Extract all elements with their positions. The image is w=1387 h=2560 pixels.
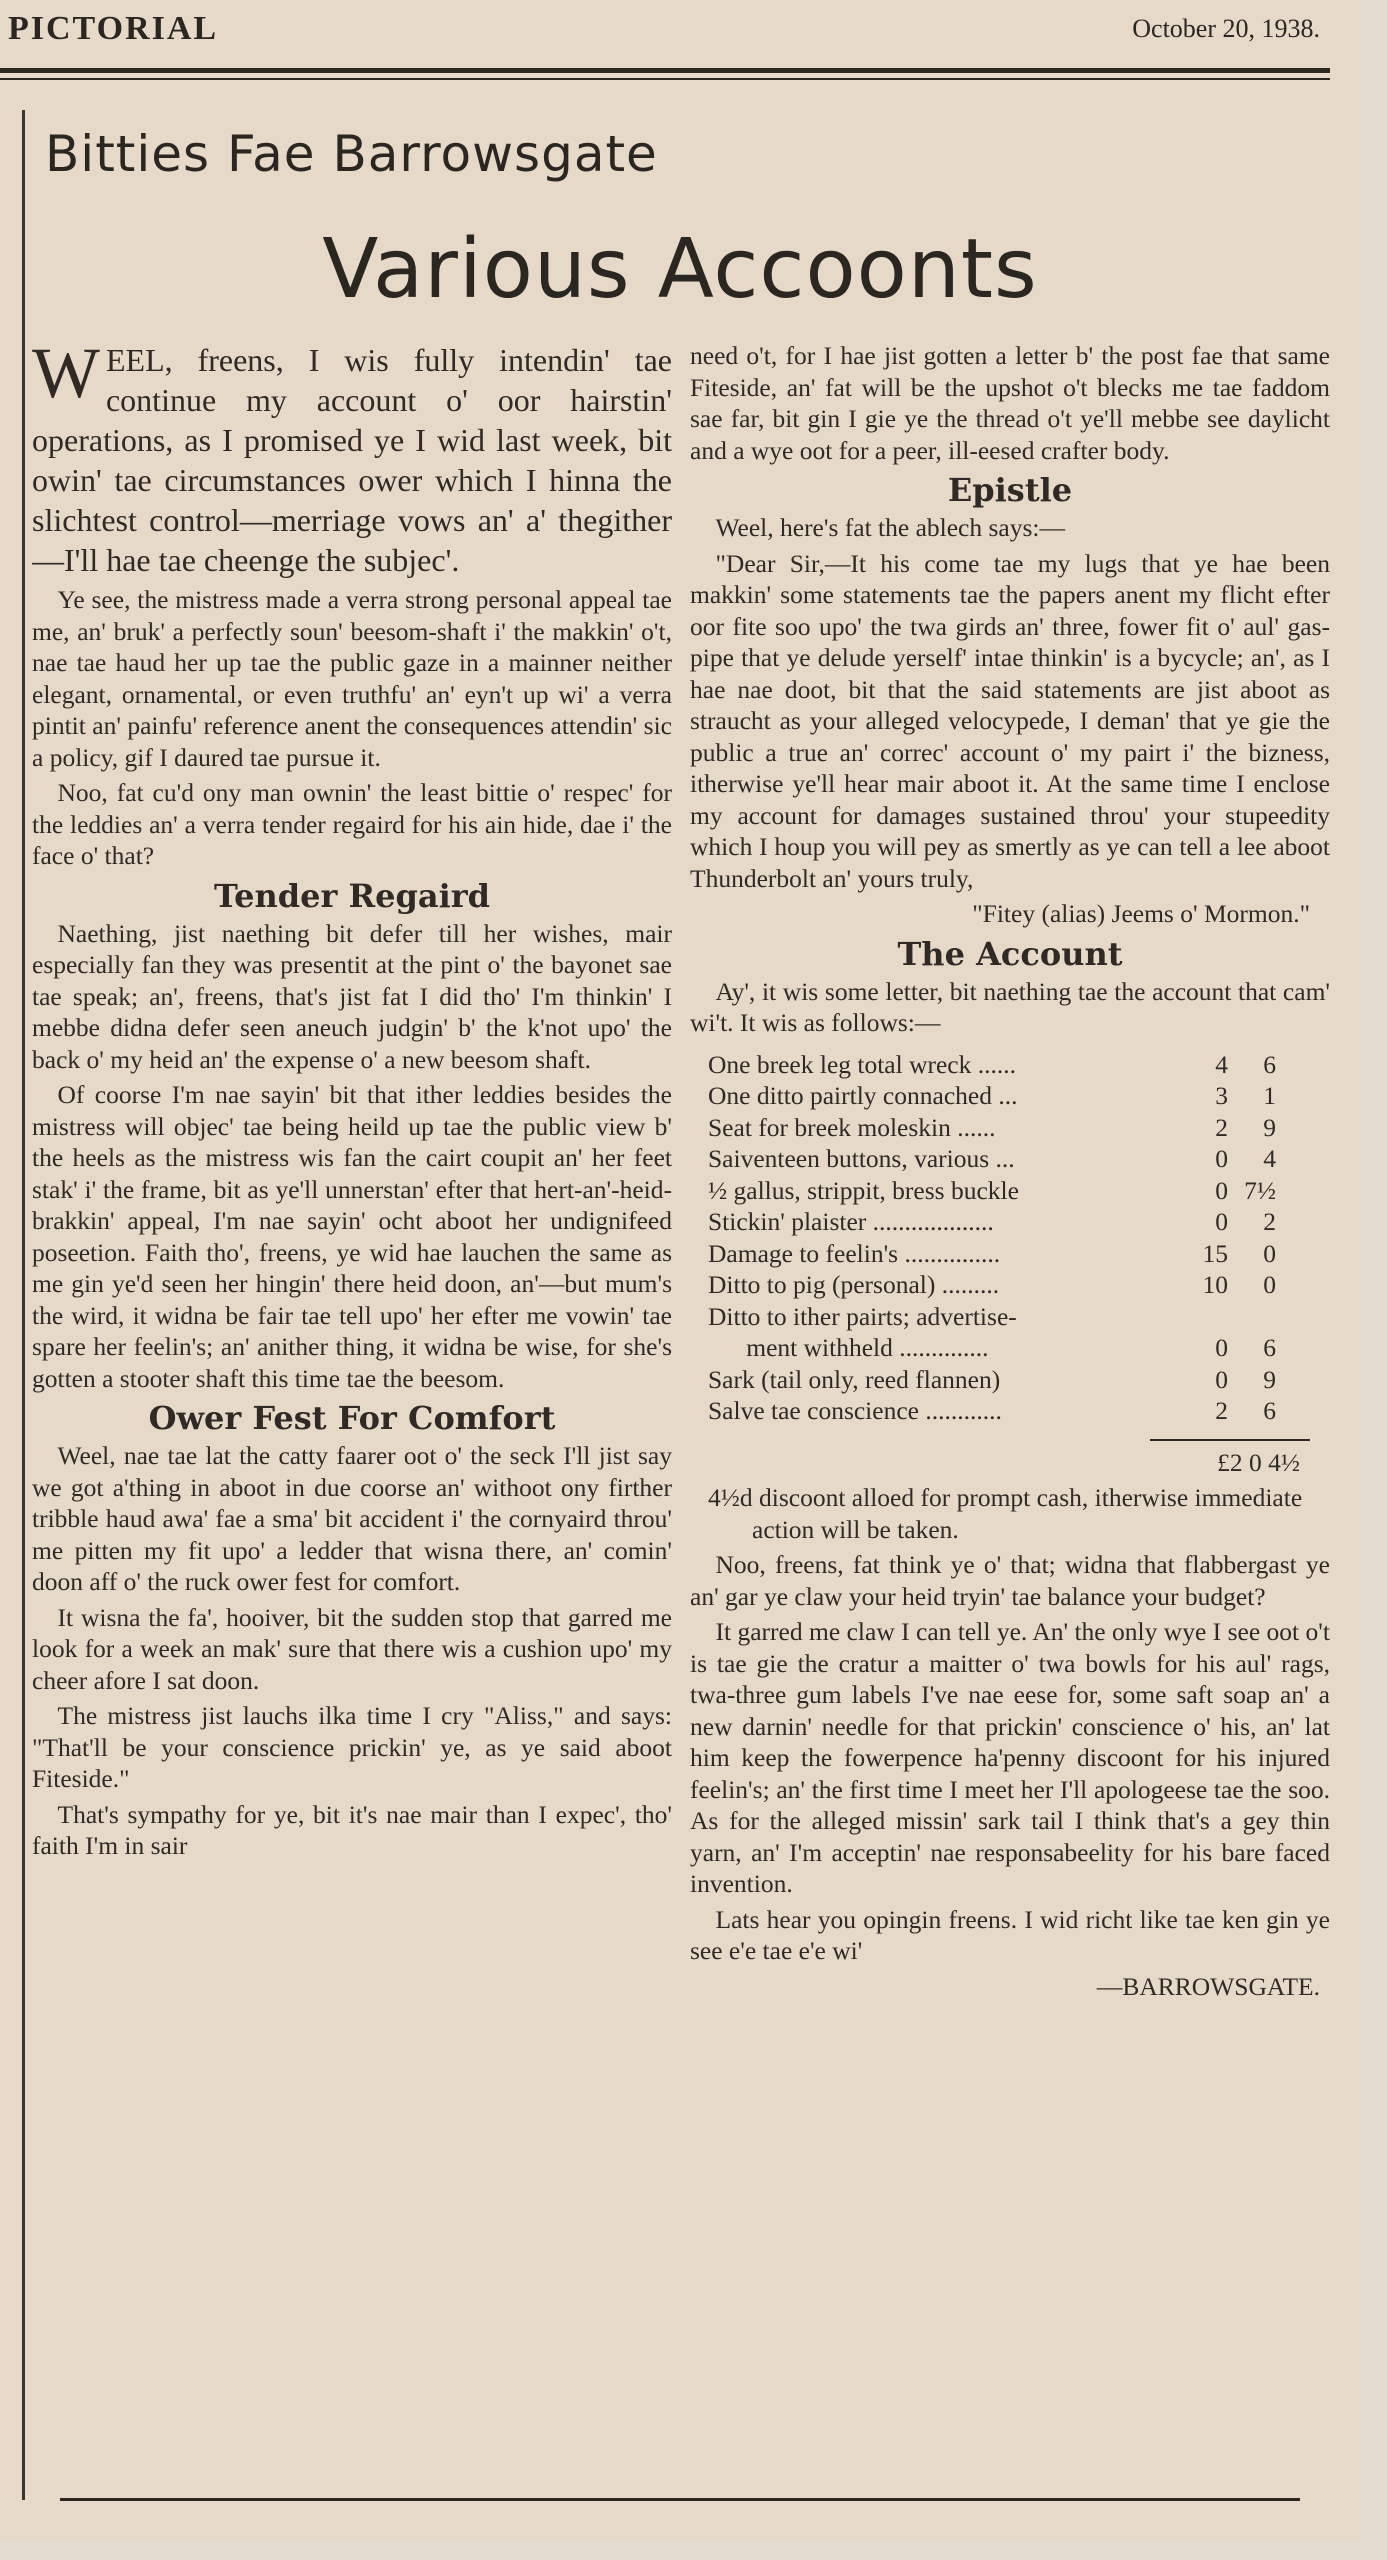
account-shillings: 4 [1215,1049,1228,1079]
account-pence: 2 [1263,1207,1276,1236]
account-pence: 7½ [1244,1175,1276,1205]
left-column [32,340,672,2490]
paragraph: Weel, here's fat the ablech says:— [715,513,1065,542]
account-pence: 0 [1263,1270,1276,1299]
issue-date: October 20, 1938. [1132,14,1320,43]
subheading-epistle: Epistle [947,471,1073,509]
account-row [708,1269,1276,1301]
account-item: Stickin' plaister ................... [708,1207,994,1236]
account-shillings: 10 [1202,1270,1228,1299]
subheading-ower-fest: Ower Fest For Comfort [148,1399,556,1437]
account-pence: 4 [1263,1144,1276,1173]
account-row [708,1143,1276,1175]
account-row [708,1175,1276,1207]
column-kicker: Bitties Fae Barrowsgate [45,125,658,183]
account-row [708,1395,1276,1427]
account-row [708,1049,1276,1081]
paragraph: Noo, fat cu'd ony man ownin' the least bittie o' respec' for the leddies an' a verra tender regaird for his ain hide, dae i' the face o' that? [32,778,672,870]
paragraph: Lats hear you opingin freens. I wid richt like tae ken gin ye see e'e tae e'e wi' [690,1904,1330,1965]
account-item: Saiventeen buttons, various ... [708,1144,1015,1173]
account-item: Ditto to pig (personal) ......... [708,1270,1000,1299]
discount-note: 4½d discoont alloed for prompt cash, itherwise immediate action will be taken. [708,1483,1303,1544]
account-shillings [1178,1301,1228,1333]
subheading-the-account: The Account [897,934,1123,973]
paragraph: It wisna the fa', hooiver, bit the sudden stop that garred me look for a week an mak' sure that there wis a cushion upo' my cheer afore I sat doon. [32,1602,672,1695]
account-shillings: 2 [1215,1112,1228,1142]
account-row [708,1080,1276,1112]
account-row [708,1301,1276,1333]
account-row [708,1112,1276,1144]
subheading-tender-regaird: Tender Regaird [214,876,490,915]
account-row [708,1238,1276,1270]
right-column [690,340,1330,2490]
account-pence: 0 [1263,1238,1276,1268]
paragraph: Weel, nae tae lat the catty faarer oot o' the seck I'll jist say we got a'thing in aboot in due coorse an' withoot ony firther tribble haud awa' fae a sma' bit accident i' the cornyaird throu' me pitten my fit upo' a ledder that wisna there, an' comin' doon aff o' the ruck ower fest for comfort. [32,1441,672,1596]
account-item: Ditto to ither pairts; advertise- [708,1301,1017,1331]
account-table [708,1049,1276,1427]
top-rule-thick [0,68,1330,73]
paragraph: It garred me claw I can tell ye. An' the only wye I see oot o't is tae gie the cratur a maitter o' twa bowls for his aul' rags, twa-three gum labels I've nae eese for, some saft soap an' a new darnin' needle for that prickin' conscience o' his, an' lat him keep the fowerpence ha'penny discoont for his injured feelin's; an' the first time I meet her I'll apologeese tae the soo. As for the alleged missin' sark tail I think that's a gey thin yarn, an' I'm acceptin' nae responsabeelity for his bare faced invention. [690,1617,1330,1898]
paragraph: The mistress jist lauchs ilka time I cry "Aliss," and says: "That'll be your conscience prickin' ye, as ye said aboot Fiteside." [32,1701,672,1793]
account-shillings: 0 [1215,1333,1228,1362]
account-shillings: 3 [1215,1081,1228,1110]
account-row [708,1364,1276,1396]
account-shillings: 15 [1202,1238,1228,1268]
letter-signature: "Fitey (alias) Jeems o' Mormon." [972,899,1310,928]
paragraph: Of coorse I'm nae sayin' bit that ither leddies besides the mistress will objec' tae being heild up tae the public view b' the heels as the mistress wis fan the cairt coupit an' her feet stak' i' the frame, bit as ye'll unnerstan' efter that hert-an'-heid-brakkin' appeal, I'm nae sayin' ocht aboot her undignifeed poseetion. Faith tho', freens, ye wid hae lauchen the same as me gin ye'd seen her hingin' there heid doon, an'—but mum's the wird, it widna be fair tae tell upo' her efter me vowin' tae spare her feelin's; an' anither thing, it widna be wise, for she's gotten a stooter shaft this time tae the beesom. [32,1080,672,1393]
account-pence: 9 [1263,1364,1276,1394]
account-total: £2 0 4½ [1217,1447,1300,1477]
account-item: One ditto pairtly connached ... [708,1081,1018,1110]
account-pence: 6 [1263,1396,1276,1425]
lead-text: EEL, freens, I wis fully intendin' tae continue my account o' oor hairstin' operations, as I promised ye I wid last week, bit owin' tae circumstances ower which I hinna the slichtest control—merriage vows an' a' thegither—I'll hae tae cheenge the subjec'. [32,342,672,578]
account-row [708,1206,1276,1238]
account-row [708,1332,1276,1364]
account-shillings: 0 [1215,1207,1228,1236]
account-shillings: 0 [1215,1144,1228,1173]
headline: Various Accoonts [322,222,1038,317]
account-shillings: 0 [1215,1364,1228,1394]
paragraph: Ay', it wis some letter, bit naething tae the account that cam' wi't. It wis as follows:— [690,976,1330,1037]
paragraph: That's sympathy for ye, bit it's nae mair than I expec', tho' faith I'm in sair [32,1799,672,1860]
top-rule-thin [0,78,1330,80]
total-rule [1150,1439,1310,1441]
account-pence: 6 [1263,1333,1276,1362]
drop-cap: W [32,340,100,413]
account-item: Damage to feelin's ............... [708,1238,1001,1268]
masthead [0,0,1340,62]
author-signoff: —BARROWSGATE. [1096,1971,1320,2001]
bottom-rule [60,2498,1300,2501]
paragraph: Noo, freens, fat think ye o' that; widna that flabbergast ye an' gar ye claw your heid tryin' tae balance your budget? [690,1550,1330,1611]
account-pence: 1 [1263,1081,1276,1110]
lead-paragraph [32,340,672,580]
paragraph: need o't, for I hae jist gotten a letter b' the post fae that same Fiteside, an' fat will be the upshot o't blecks me tae faddom sae far, bit gin I gie ye the thread o't ye'll mebbe see daylicht and a wye oot for a peer, ill-eesed crafter body. [690,341,1330,465]
account-item: Seat for breek moleskin ...... [708,1112,996,1142]
paragraph: Naething, jist naething bit defer till her wishes, mair especially fan they was presentit at the pint o' the bayonet sae tae speak; an', freens, that's jist fat I did tho' I'm thinkin' I mebbe didna defer seen aneuch judgin' b' the k'not upo' the back o' my heid an' the expense o' a new beesom shaft. [32,918,672,1074]
account-item: One breek leg total wreck ...... [708,1049,1017,1079]
account-pence [1228,1301,1276,1333]
account-item: Salve tae conscience ............ [708,1396,1002,1425]
left-column-rule [22,110,25,2500]
account-item: ment withheld .............. [708,1333,989,1362]
account-shillings: 0 [1215,1175,1228,1205]
account-pence: 9 [1263,1112,1276,1142]
account-shillings: 2 [1215,1396,1228,1425]
account-item: ½ gallus, strippit, bress buckle [708,1175,1019,1205]
section-title: PICTORIAL [8,10,219,47]
paragraph: Ye see, the mistress made a verra strong personal appeal tae me, an' bruk' a perfectly soun' beesom-shaft i' the makkin' o't, nae tae haud her up tae the public gaze in a mainner neither elegant, ornamental, or even truthfu' an' eyn't up wi' a verra pintit an' painfu' reference anent the consequences attendin' sic a policy, gif I daured tae pursue it. [32,585,672,772]
account-item: Sark (tail only, reed flannen) [708,1364,1001,1394]
account-pence: 6 [1263,1049,1276,1079]
letter-body: "Dear Sir,—It his come tae my lugs that ye hae been makkin' some statements tae the papers anent my flicht efter oor fite soo upo' the twa girds an' three, fower fit o' aul' gas-pipe that ye delude yerself' intae thinkin' is a bycycle; an', as I hae nae doot, bit that the said statements are jist aboot as straucht as your alleged velocypede, I deman' that ye gie the public a true an' correc' account o' my pairt i' the bizness, itherwise ye'll hear mair aboot it. At the same time I enclose my account for damages sustained throu' your stupeedity which I houp you will pey as smertly as ye can tell a lee aboot Thunderbolt an' yours truly, [690,548,1330,893]
